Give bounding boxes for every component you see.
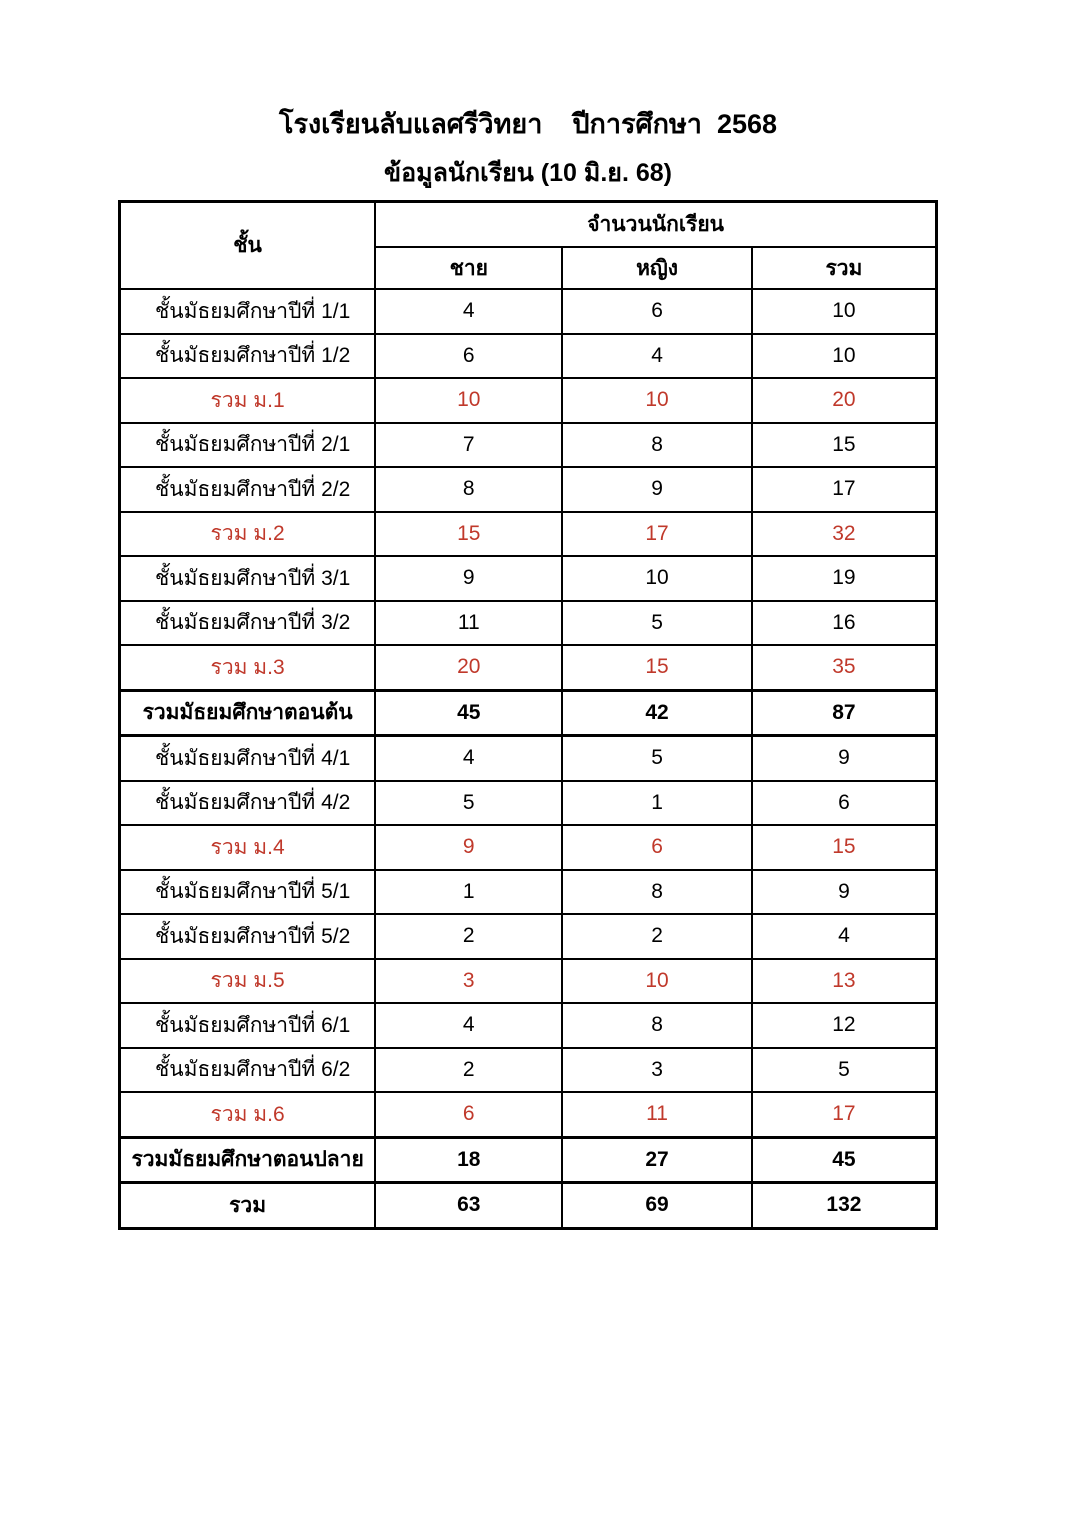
cell-total: 10: [752, 289, 937, 334]
table-row: [120, 556, 937, 601]
row-label: รวม: [120, 1183, 376, 1229]
table-row: [120, 378, 937, 423]
table-row: [120, 870, 937, 915]
cell-female: 10: [562, 556, 752, 601]
cell-female: 11: [562, 1092, 752, 1137]
cell-female: 2: [562, 914, 752, 959]
cell-total: 20: [752, 378, 937, 423]
col-header-student-count: จำนวนนักเรียน: [375, 202, 936, 248]
cell-male: 9: [375, 825, 562, 870]
cell-female: 10: [562, 378, 752, 423]
cell-male: 20: [375, 645, 562, 690]
row-label: ชั้นมัธยมศึกษาปีที่ 2/1: [120, 423, 376, 468]
cell-male: 45: [375, 690, 562, 736]
row-label: ชั้นมัธยมศึกษาปีที่ 4/1: [120, 736, 376, 781]
col-header-2: รวม: [752, 247, 937, 289]
cell-total: 6: [752, 781, 937, 826]
row-label: ชั้นมัธยมศึกษาปีที่ 5/2: [120, 914, 376, 959]
table-row: [120, 601, 937, 646]
row-label: รวม ม.5: [120, 959, 376, 1004]
table-row: [120, 334, 937, 379]
document-content: [118, 0, 938, 1230]
row-label: รวมมัธยมศึกษาตอนต้น: [120, 690, 376, 736]
cell-total: 4: [752, 914, 937, 959]
cell-male: 4: [375, 289, 562, 334]
cell-female: 15: [562, 645, 752, 690]
cell-total: 9: [752, 736, 937, 781]
cell-female: 8: [562, 423, 752, 468]
row-label: ชั้นมัธยมศึกษาปีที่ 1/1: [120, 289, 376, 334]
cell-male: 5: [375, 781, 562, 826]
row-label: ชั้นมัธยมศึกษาปีที่ 4/2: [120, 781, 376, 826]
table-row: [120, 1183, 937, 1229]
cell-male: 15: [375, 512, 562, 557]
cell-total: 10: [752, 334, 937, 379]
row-label: ชั้นมัธยมศึกษาปีที่ 6/1: [120, 1003, 376, 1048]
cell-total: 19: [752, 556, 937, 601]
cell-male: 2: [375, 914, 562, 959]
table-row: [120, 914, 937, 959]
cell-male: 4: [375, 736, 562, 781]
table-row: [120, 645, 937, 690]
cell-female: 10: [562, 959, 752, 1004]
cell-total: 16: [752, 601, 937, 646]
table-row: [120, 690, 937, 736]
cell-female: 69: [562, 1183, 752, 1229]
document-title: โรงเรียนลับแลศรีวิทยา ปีการศึกษา 2568: [278, 109, 778, 139]
cell-female: 42: [562, 690, 752, 736]
row-label: ชั้นมัธยมศึกษาปีที่ 6/2: [120, 1048, 376, 1093]
cell-male: 6: [375, 334, 562, 379]
col-header-0: ชาย: [375, 247, 562, 289]
cell-female: 4: [562, 334, 752, 379]
cell-total: 132: [752, 1183, 937, 1229]
table-row: [120, 781, 937, 826]
row-label: ชั้นมัธยมศึกษาปีที่ 1/2: [120, 334, 376, 379]
cell-female: 6: [562, 289, 752, 334]
row-label: รวมมัธยมศึกษาตอนปลาย: [120, 1137, 376, 1183]
cell-female: 27: [562, 1137, 752, 1183]
table-row: [120, 825, 937, 870]
document-subtitle: ข้อมูลนักเรียน (10 มิ.ย. 68): [384, 159, 672, 187]
row-label: รวม ม.4: [120, 825, 376, 870]
table-row: [120, 1092, 937, 1137]
cell-male: 6: [375, 1092, 562, 1137]
cell-total: 12: [752, 1003, 937, 1048]
cell-total: 32: [752, 512, 937, 557]
table-row: [120, 1048, 937, 1093]
cell-male: 63: [375, 1183, 562, 1229]
col-header-1: หญิง: [562, 247, 752, 289]
row-label: ชั้นมัธยมศึกษาปีที่ 3/1: [120, 556, 376, 601]
table-row: [120, 423, 937, 468]
cell-male: 10: [375, 378, 562, 423]
cell-male: 3: [375, 959, 562, 1004]
row-label: รวม ม.1: [120, 378, 376, 423]
cell-male: 8: [375, 467, 562, 512]
row-label: ชั้นมัธยมศึกษาปีที่ 5/1: [120, 870, 376, 915]
row-label: รวม ม.2: [120, 512, 376, 557]
cell-male: 1: [375, 870, 562, 915]
cell-male: 9: [375, 556, 562, 601]
cell-total: 9: [752, 870, 937, 915]
cell-total: 15: [752, 825, 937, 870]
cell-total: 17: [752, 1092, 937, 1137]
row-label: รวม ม.6: [120, 1092, 376, 1137]
table-row: [120, 736, 937, 781]
cell-total: 87: [752, 690, 937, 736]
cell-total: 5: [752, 1048, 937, 1093]
cell-female: 5: [562, 736, 752, 781]
table-row: [120, 512, 937, 557]
cell-female: 8: [562, 1003, 752, 1048]
cell-total: 45: [752, 1137, 937, 1183]
cell-male: 11: [375, 601, 562, 646]
cell-total: 35: [752, 645, 937, 690]
cell-total: 17: [752, 467, 937, 512]
cell-female: 5: [562, 601, 752, 646]
row-label: รวม ม.3: [120, 645, 376, 690]
cell-male: 4: [375, 1003, 562, 1048]
table-row: [120, 959, 937, 1004]
row-label: ชั้นมัธยมศึกษาปีที่ 3/2: [120, 601, 376, 646]
cell-female: 17: [562, 512, 752, 557]
cell-female: 1: [562, 781, 752, 826]
cell-female: 3: [562, 1048, 752, 1093]
table-row: [120, 467, 937, 512]
table-row: [120, 289, 937, 334]
table-row: [120, 1003, 937, 1048]
cell-male: 2: [375, 1048, 562, 1093]
cell-female: 9: [562, 467, 752, 512]
table-row: [120, 1137, 937, 1183]
student-count-table: [118, 200, 938, 1230]
col-header-class: ชั้น: [120, 202, 376, 290]
header-row-group: [120, 202, 937, 248]
cell-male: 7: [375, 423, 562, 468]
cell-male: 18: [375, 1137, 562, 1183]
cell-total: 13: [752, 959, 937, 1004]
cell-total: 15: [752, 423, 937, 468]
cell-female: 6: [562, 825, 752, 870]
cell-female: 8: [562, 870, 752, 915]
row-label: ชั้นมัธยมศึกษาปีที่ 2/2: [120, 467, 376, 512]
